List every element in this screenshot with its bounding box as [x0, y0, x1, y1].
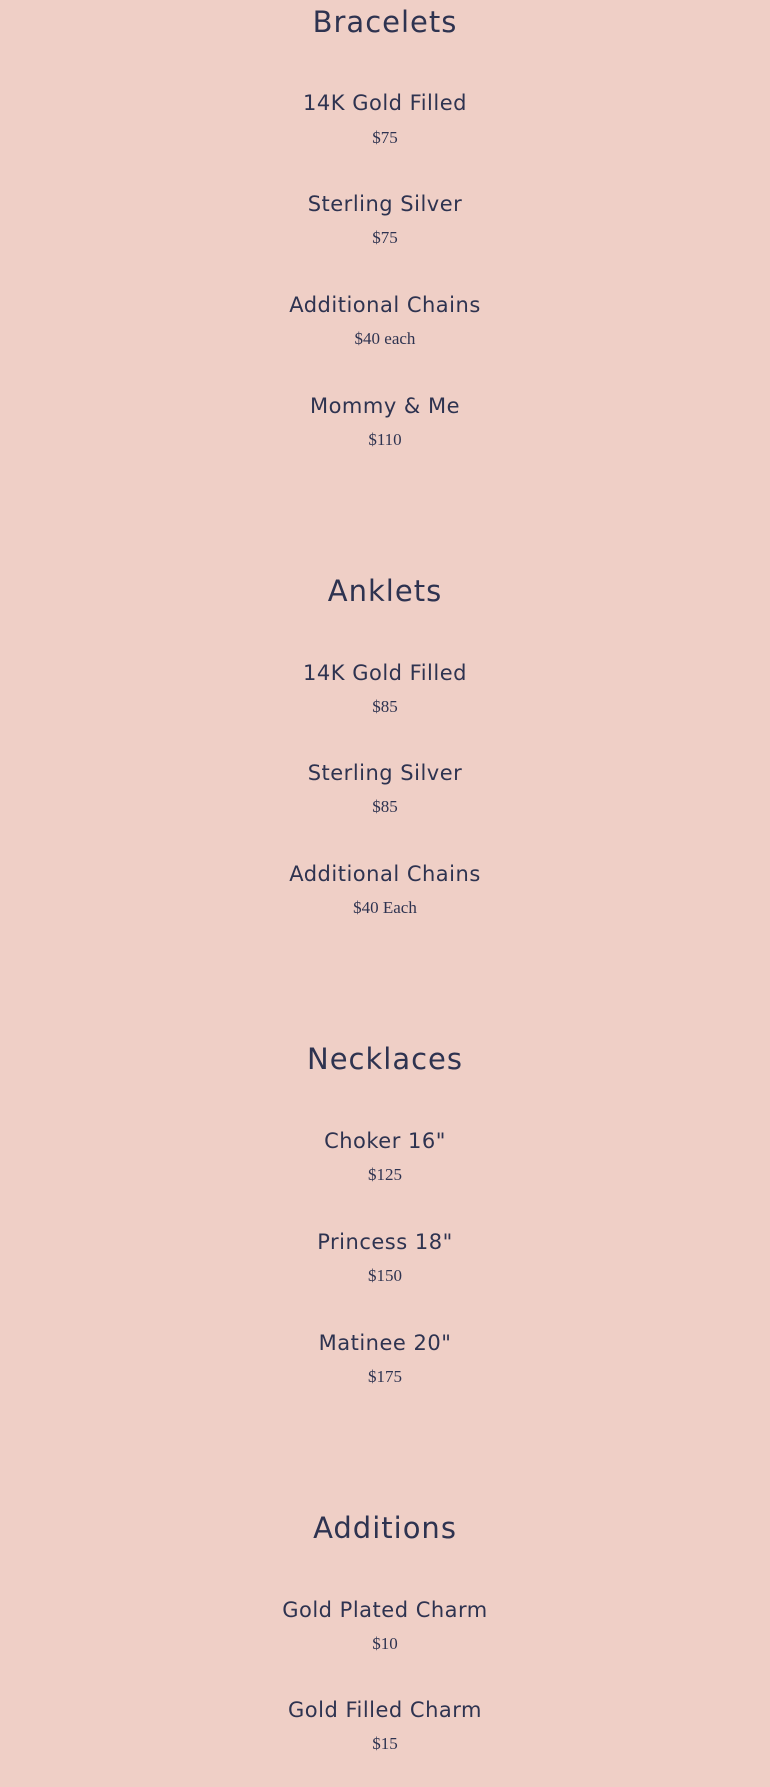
item-price: $125 [368, 1165, 402, 1184]
item-name: Matinee 20" [318, 1331, 452, 1355]
item-price: $85 [372, 797, 398, 816]
item-name: Sterling Silver [307, 761, 463, 785]
item-price: $110 [368, 430, 402, 449]
item-name: Mommy & Me [309, 394, 461, 418]
item-name: 14K Gold Filled [303, 661, 467, 685]
item-price: $40 each [354, 329, 416, 348]
item-name: Sterling Silver [307, 192, 463, 216]
item-price: $150 [368, 1266, 402, 1285]
item-price: $85 [372, 697, 398, 716]
item-name: Gold Filled Charm [287, 1698, 482, 1722]
item-name: Choker 16" [324, 1129, 446, 1153]
section-title-additions: Additions [313, 1511, 457, 1545]
item-name: Additional Chains [289, 293, 481, 317]
section-title-anklets: Anklets [327, 574, 443, 608]
item-name: Princess 18" [317, 1230, 453, 1254]
item-price: $175 [368, 1367, 402, 1386]
item-price: $15 [372, 1734, 398, 1753]
section-title-necklaces: Necklaces [307, 1042, 463, 1076]
item-name: Additional Chains [289, 862, 481, 886]
item-name: Gold Plated Charm [282, 1598, 488, 1622]
item-price: $75 [372, 128, 398, 147]
item-price: $40 Each [353, 898, 417, 917]
section-title-bracelets: Bracelets [312, 5, 458, 39]
item-price: $75 [372, 228, 398, 247]
item-name: 14K Gold Filled [303, 91, 467, 115]
item-price: $10 [372, 1634, 398, 1653]
